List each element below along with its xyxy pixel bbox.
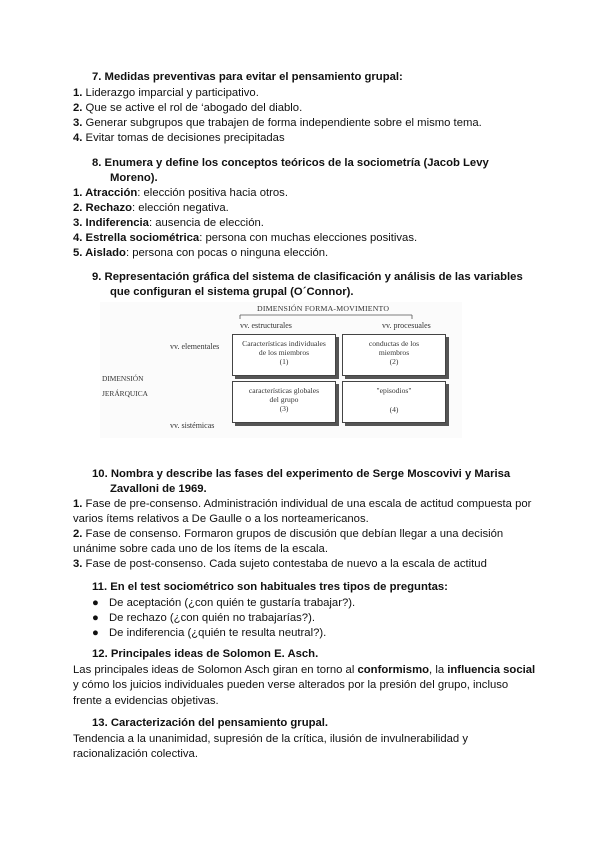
figure-cell-3: características globales del grupo (3) — [232, 381, 336, 423]
q8-item-1: 1. Atracción: elección positiva hacia otros. — [73, 187, 288, 199]
figure-top-label: DIMENSIÓN FORMA-MOVIMIENTO — [257, 304, 390, 313]
q13-heading: 13. Caracterización del pensamiento grupal. — [92, 717, 329, 729]
q11-bullet-3: ● De indiferencia (¿quién te resulta neutral?). — [92, 627, 327, 639]
q9-heading-line2: que configuran el sistema grupal (O´Connor). — [110, 286, 354, 298]
figure-col-procesuales: vv. procesuales — [382, 321, 431, 330]
figure-row-elementales: vv. elementales — [170, 342, 220, 351]
figure-cell-1: Características individuales de los miembros (1) — [232, 334, 336, 376]
q10-item-1-line1: 1. Fase de pre-consenso. Administración individual de una escala de actitud compuesta por — [73, 498, 532, 510]
q8-heading-line1: 8. Enumera y define los conceptos teóricos de la sociometría (Jacob Levy — [92, 157, 489, 169]
q11-heading: 11. En el test sociométrico son habituales tres tipos de preguntas: — [92, 581, 448, 593]
q7-item-3: 3. Generar subgrupos que trabajen de forma independiente sobre el mismo tema. — [73, 117, 482, 129]
q10-item-2-line2: unánime sobre cada uno de los ítems de la escala. — [73, 543, 328, 555]
figure-cell-2: conductas de los miembros (2) — [342, 334, 446, 376]
q13-paragraph-line1: Tendencia a la unanimidad, supresión de la crítica, ilusión de invulnerabilidad y — [73, 733, 469, 745]
q11-bullet-1: ● De aceptación (¿con quién te gustaría trabajar?). — [92, 597, 356, 609]
q10-item-3-line1: 3. Fase de post-consenso. Cada sujeto contestaba de nuevo a la escala de actitud — [73, 558, 487, 570]
q10-item-2-line1: 2. Fase de consenso. Formaron grupos de discusión que debían llegar a una decisión — [73, 528, 504, 540]
oconnor-classification-figure — [100, 302, 462, 438]
q7-item-2: 2. Que se active el rol de ‘abogado del diablo. — [73, 102, 303, 114]
q11-bullet-2: ● De rechazo (¿con quién no trabajarías?). — [92, 612, 315, 624]
figure-side-dimension: DIMENSIÓN — [102, 374, 144, 383]
q13-paragraph-line2: racionalización colectiva. — [73, 748, 198, 760]
figure-col-estructurales: vv. estructurales — [240, 321, 292, 330]
q7-heading: 7. Medidas preventivas para evitar el pensamiento grupal: — [92, 71, 403, 83]
q8-heading-line2: Moreno). — [110, 172, 158, 184]
q10-item-1-line2: varios ítems relativos a De Gaulle o a los norteamericanos. — [73, 513, 369, 525]
q7-item-1: 1. Liderazgo imparcial y participativo. — [73, 87, 259, 99]
q9-heading-line1: 9. Representación gráfica del sistema de clasificación y análisis de las variables — [92, 271, 523, 283]
q8-item-5: 5. Aislado: persona con pocas o ninguna elección. — [73, 247, 329, 259]
figure-row-sistemicas: vv. sistémicas — [170, 421, 215, 430]
q8-item-4: 4. Estrella sociométrica: persona con muchas elecciones positivas. — [73, 232, 418, 244]
q8-item-3: 3. Indiferencia: ausencia de elección. — [73, 217, 264, 229]
q10-heading-line2: Zavalloni de 1969. — [110, 483, 207, 495]
q7-item-4: 4. Evitar tomas de decisiones precipitadas — [73, 132, 285, 144]
figure-side-jerarquica: JERÁRQUICA — [102, 389, 148, 398]
q12-paragraph-line1: Las principales ideas de Solomon Asch giran en torno al conformismo, la influencia social — [73, 664, 536, 676]
q12-heading: 12. Principales ideas de Solomon E. Asch. — [92, 648, 319, 660]
q12-paragraph-line2: y cómo los juicios individuales pueden verse alterados por la presión del grupo, incluso — [73, 679, 509, 691]
figure-cell-4: "episodios" (4) — [342, 381, 446, 423]
q8-item-2: 2. Rechazo: elección negativa. — [73, 202, 229, 214]
q12-paragraph-line3: frente a evidencias objetivas. — [73, 695, 219, 707]
q10-heading-line1: 10. Nombra y describe las fases del experimento de Serge Moscovivi y Marisa — [92, 468, 511, 480]
